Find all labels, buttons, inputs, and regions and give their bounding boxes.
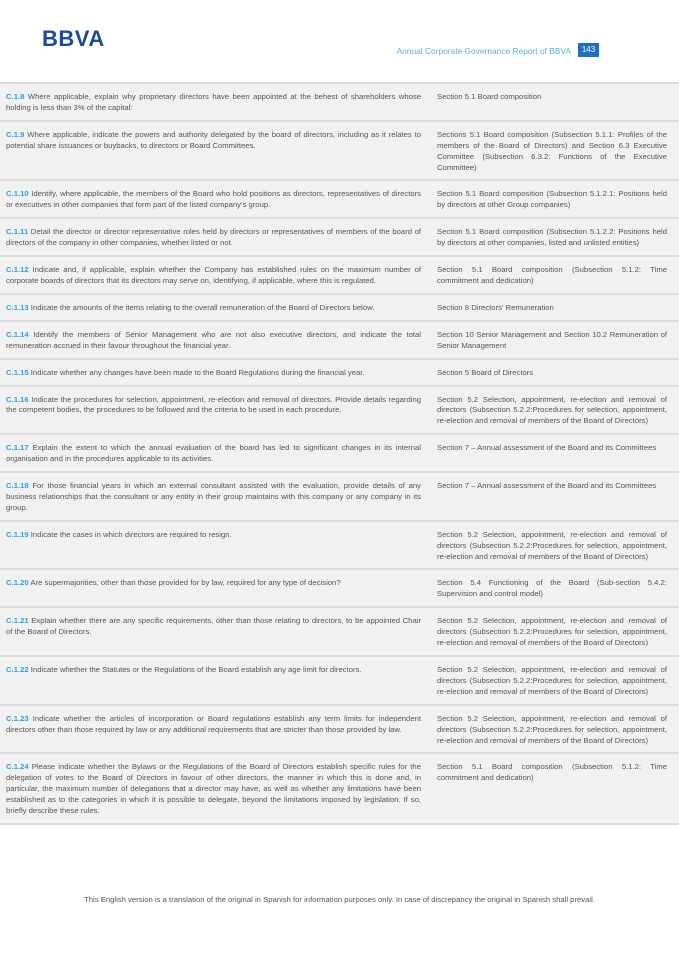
question-cell <box>6 762 431 817</box>
question-text: Identify, where applicable, the members of the Board who hold positions as directors, representatives of directors or executives in other companies that form part of the listed company's group. <box>6 189 422 210</box>
question-code: C.1.13 <box>6 302 29 312</box>
table-row <box>0 752 679 825</box>
question-cell <box>6 616 431 649</box>
answer-cell: Section 7 – Annual assessment of the Board and its Committees <box>437 443 657 453</box>
table-row <box>0 606 679 655</box>
question-text: Indicate whether any changes have been made to the Board Regulations during the financial year. <box>30 367 365 377</box>
answer-cell: Section 5.1 Board composition (Subsection 5.1.2.1: Positions held by directors at other Group companies) <box>437 189 667 210</box>
question-code: C.1.11 <box>6 227 29 237</box>
table-row <box>0 82 679 120</box>
answer-cell: Section 5.1 Board composition (Subsection 5.1.2: Time commitment and dedication) <box>437 265 667 285</box>
question-text: Detail the director or director representative roles held by directors or representatives of members of the board of directors of the company in other companies, whether listed or not. <box>6 227 421 248</box>
table-row <box>0 120 679 180</box>
question-code: C.1.20 <box>6 578 29 588</box>
question-text: Indicate whether the Statutes or the Regulations of the Board establish any age limit for directors. <box>30 665 362 674</box>
question-cell <box>6 265 431 287</box>
table-row <box>0 320 679 358</box>
question-text: Where applicable, explain why proprietary directors have been appointed at the behest of shareholders whose holding is less than 3% of the capital: <box>6 92 421 112</box>
question-text: Indicate the cases in which directors are required to resign. <box>30 529 232 539</box>
table-row <box>0 704 679 753</box>
table-row <box>0 471 679 520</box>
question-text: Please indicate whether the Bylaws or the Regulations of the Board of Directors establish specific rules for the delegation of votes to the Board of Directors in favour of other directors, the manner in which this is done and, in particular, the maximum number of delegations that a director may have, as well as whether any limitations have been established as to the categories in which it is possible to delegate, beyond the limitations imposed by legislation. If so, briefly describe these rules. <box>6 762 421 816</box>
question-code: C.1.24 <box>6 762 29 772</box>
answer-cell: Section 5.1 Board composition <box>437 92 542 101</box>
question-code: C.1.19 <box>6 529 29 539</box>
question-cell <box>6 714 431 747</box>
question-text: Identify the members of Senior Management who are not also executive directors, and indicate the total remuneration accrued in their favour throughout the financial year. <box>6 329 421 350</box>
question-code: C.1.17 <box>6 443 29 453</box>
question-cell <box>6 443 431 465</box>
footer-disclaimer: This English version is a translation of the original in Spanish for information purposes only. In case of discrepancy the original in Spanish shall prevail. <box>84 895 595 904</box>
question-code: C.1.10 <box>6 189 29 199</box>
table-row <box>0 293 679 320</box>
question-code: C.1.14 <box>6 329 29 339</box>
table-row <box>0 385 679 434</box>
answer-cell: Section 5.2 Selection, appointment, re-election and removal of directors (Subsection 5.2.2:Procedures for selection, appointment, re-election and removal of members of the Board of Directors) <box>437 529 667 561</box>
table-row <box>0 179 679 217</box>
question-text: Explain whether there are any specific requirements, other than those relating to directors, to be appointed Chair of the Board of Directors. <box>6 616 422 637</box>
question-text: Are supermajorities, other than those provided for by law, required for any type of decision? <box>30 578 341 588</box>
question-code: C.1.21 <box>6 616 29 626</box>
answer-cell: Section 5.2 Selection, appointment, re-election and removal of directors (Subsection 5.2.2:Procedures for selection, appointment, re-election and removal of members of the Board of Directors) <box>437 665 667 696</box>
question-code: C.1.23 <box>6 713 29 723</box>
question-cell <box>6 130 431 174</box>
question-text: Explain the extent to which the annual evaluation of the board has led to significant changes in its internal organisation and in the procedures applicable to its activities. <box>6 443 421 464</box>
table-row <box>0 358 679 385</box>
question-text: Indicate whether the articles of incorporation or Board regulations establish any term limits for independent directors other than those required by law or any additional requirements that are stricter than those provided by law. <box>6 713 422 734</box>
page-number: 143 <box>578 43 599 57</box>
question-cell <box>6 481 431 514</box>
question-cell <box>6 330 431 352</box>
answer-cell: Section 10 Senior Management and Section 10.2 Remuneration of Senior Management <box>437 329 667 350</box>
governance-table <box>0 82 679 825</box>
question-text: Where applicable, indicate the powers and authority delegated by the board of directors, including as it relates to potential share issuances or buybacks, to directors or Board Committees. <box>6 129 421 150</box>
question-cell <box>6 530 431 563</box>
question-cell <box>6 303 431 314</box>
bbva-logo: BBVA <box>42 26 105 51</box>
answer-cell: Section 5.2 Selection, appointment, re-election and removal of directors (Subsection 5.2.2:Procedures for selection, appointment, re-election and removal of members of the Board of Directors) <box>437 616 667 648</box>
table-row <box>0 655 679 704</box>
answer-cell: Section 7 – Annual assessment of the Board and its Committees <box>437 481 657 491</box>
question-code: C.1.16 <box>6 394 29 404</box>
question-text: Indicate and, if applicable, explain whether the Company has established rules on the maximum number of corporate boards of directors that its directors may serve on, identifying, if applicable, where this is regulated. <box>6 265 421 285</box>
question-cell <box>6 92 431 114</box>
answer-cell: Section 5.1 Board composition (Subsection 5.1.2.2: Positions held by directors at other companies, listed and unlisted entities) <box>437 227 667 248</box>
question-cell <box>6 395 431 428</box>
question-code: C.1.9 <box>6 129 25 139</box>
question-cell <box>6 578 431 600</box>
answer-cell: Section 8 Directors' Remuneration <box>437 302 554 312</box>
answer-cell: Section 5.2 Selection, appointment, re-election and removal of directors (Subsection 5.2.2:Procedures for selection, appointment, re-election and removal of members of the Board of Directors) <box>437 713 667 745</box>
question-code: C.1.12 <box>6 265 29 275</box>
question-text: For those financial years in which an external consultant assisted with the evaluation, provide details of any business relationships that the consultant or any entity in their group maintains with this company or any company in its group. <box>6 481 421 512</box>
question-text: Indicate the amounts of the items relating to the overall remuneration of the Board of Directors below. <box>30 302 375 312</box>
table-row <box>0 217 679 255</box>
answer-cell: Section 5.4 Functioning of the Board (Sub-section 5.4.2: Supervision and control model) <box>437 578 667 599</box>
table-row <box>0 255 679 293</box>
page-header <box>0 0 679 78</box>
table-row <box>0 568 679 606</box>
table-row <box>0 433 679 471</box>
question-cell <box>6 368 431 379</box>
answer-cell: Section 5.1 Board composition (Subsection 5.1.2: Time commitment and dedication) <box>437 762 667 783</box>
question-code: C.1.8 <box>6 92 25 101</box>
question-cell <box>6 227 431 249</box>
question-code: C.1.22 <box>6 665 29 674</box>
question-cell <box>6 189 431 211</box>
table-row <box>0 520 679 569</box>
answer-cell: Sections 5.1 Board composition (Subsection 5.1.1: Profiles of the members of the Board of Directors) and Section 6.3 Executive Committee (Subsection 6.3.2: Functions of the Executive Committee) <box>437 129 667 172</box>
report-title: Annual Corporate Governance Report of BBVA <box>396 46 571 56</box>
question-code: C.1.15 <box>6 367 29 377</box>
question-code: C.1.18 <box>6 481 29 491</box>
answer-cell: Section 5 Board of Directors <box>437 367 534 377</box>
answer-cell: Section 5.2 Selection, appointment, re-election and removal of directors (Subsection 5.2.2:Procedures for selection, appointment, re-election and removal of members of the Board of Directors) <box>437 394 667 426</box>
question-text: Indicate the procedures for selection, appointment, re-election and removal of directors. Provide details regarding the competent bodies, the procedures to be followed and the criteria to be used in each procedure. <box>6 394 421 415</box>
question-cell <box>6 665 431 698</box>
